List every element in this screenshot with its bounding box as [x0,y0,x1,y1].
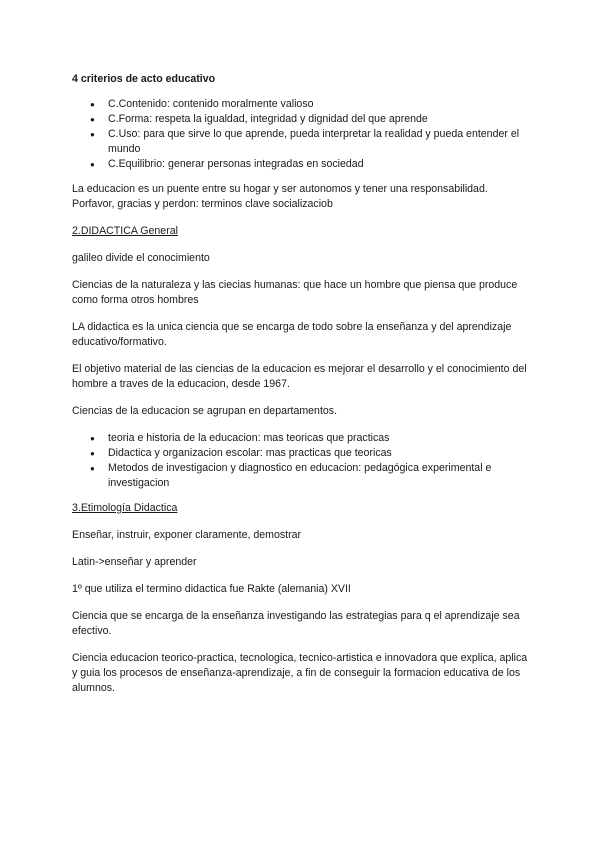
list-item: ● Didactica y organizacion escolar: mas practicas que teoricas [108,446,532,461]
paragraph: 1º que utiliza el termino didactica fue Rakte (alemania) XVII [72,583,351,595]
paragraph: Enseñar, instruir, exponer claramente, demostrar [72,529,302,541]
list-item: ● C.Contenido: contenido moralmente valioso [108,97,532,112]
paragraph: Latin->enseñar y aprender [72,556,197,568]
list-item: ● C.Equilibrio: generar personas integradas en sociedad [108,157,532,172]
paragraph: El objetivo material de las ciencias de la educacion es mejorar el desarrollo y el conocimiento del hombre a traves de la educacion, desde 1967. [72,363,527,390]
criteria-list [72,97,532,172]
document-body [72,72,532,708]
section-heading: 2.DIDACTICA General [72,225,178,237]
paragraph: La educacion es un puente entre su hogar y ser autonomos y tener una responsabilidad. Porfavor, gracias y perdon: terminos clave socializaciob [72,183,488,210]
list-item: ● Metodos de investigacion y diagnostico en educacion: pedagógica experimental e investigacion [108,461,532,491]
section-heading: 3.Etimología Didactica [72,502,178,514]
paragraph: Ciencia que se encarga de la enseñanza investigando las estrategias para q el aprendizaje sea efectivo. [72,610,520,637]
paragraph: Ciencias de la educacion se agrupan en departamentos. [72,405,338,417]
paragraph: Ciencia educacion teorico-practica, tecnologica, tecnico-artistica e innovadora que explica, aplica y guia los procesos de enseñanza-aprendizaje, a fin de conseguir la formacion educativa de los alumnos. [72,652,528,694]
list-item: ● C.Uso: para que sirve lo que aprende, pueda interpretar la realidad y pueda entender el mundo [108,127,532,157]
paragraph: galileo divide el conocimiento [72,252,210,264]
paragraph: Ciencias de la naturaleza y las ciecias humanas: que hace un hombre que piensa que produce como forma otros hombres [72,279,518,306]
section-title: 4 criterios de acto educativo [72,73,216,85]
departments-list [72,431,532,491]
list-item: ● teoria e historia de la educacion: mas teoricas que practicas [108,431,532,446]
list-item: ● C.Forma: respeta la igualdad, integridad y dignidad del que aprende [108,112,532,127]
paragraph: LA didactica es la unica ciencia que se encarga de todo sobre la enseñanza y del aprendizaje educativo/formativo. [72,321,512,348]
